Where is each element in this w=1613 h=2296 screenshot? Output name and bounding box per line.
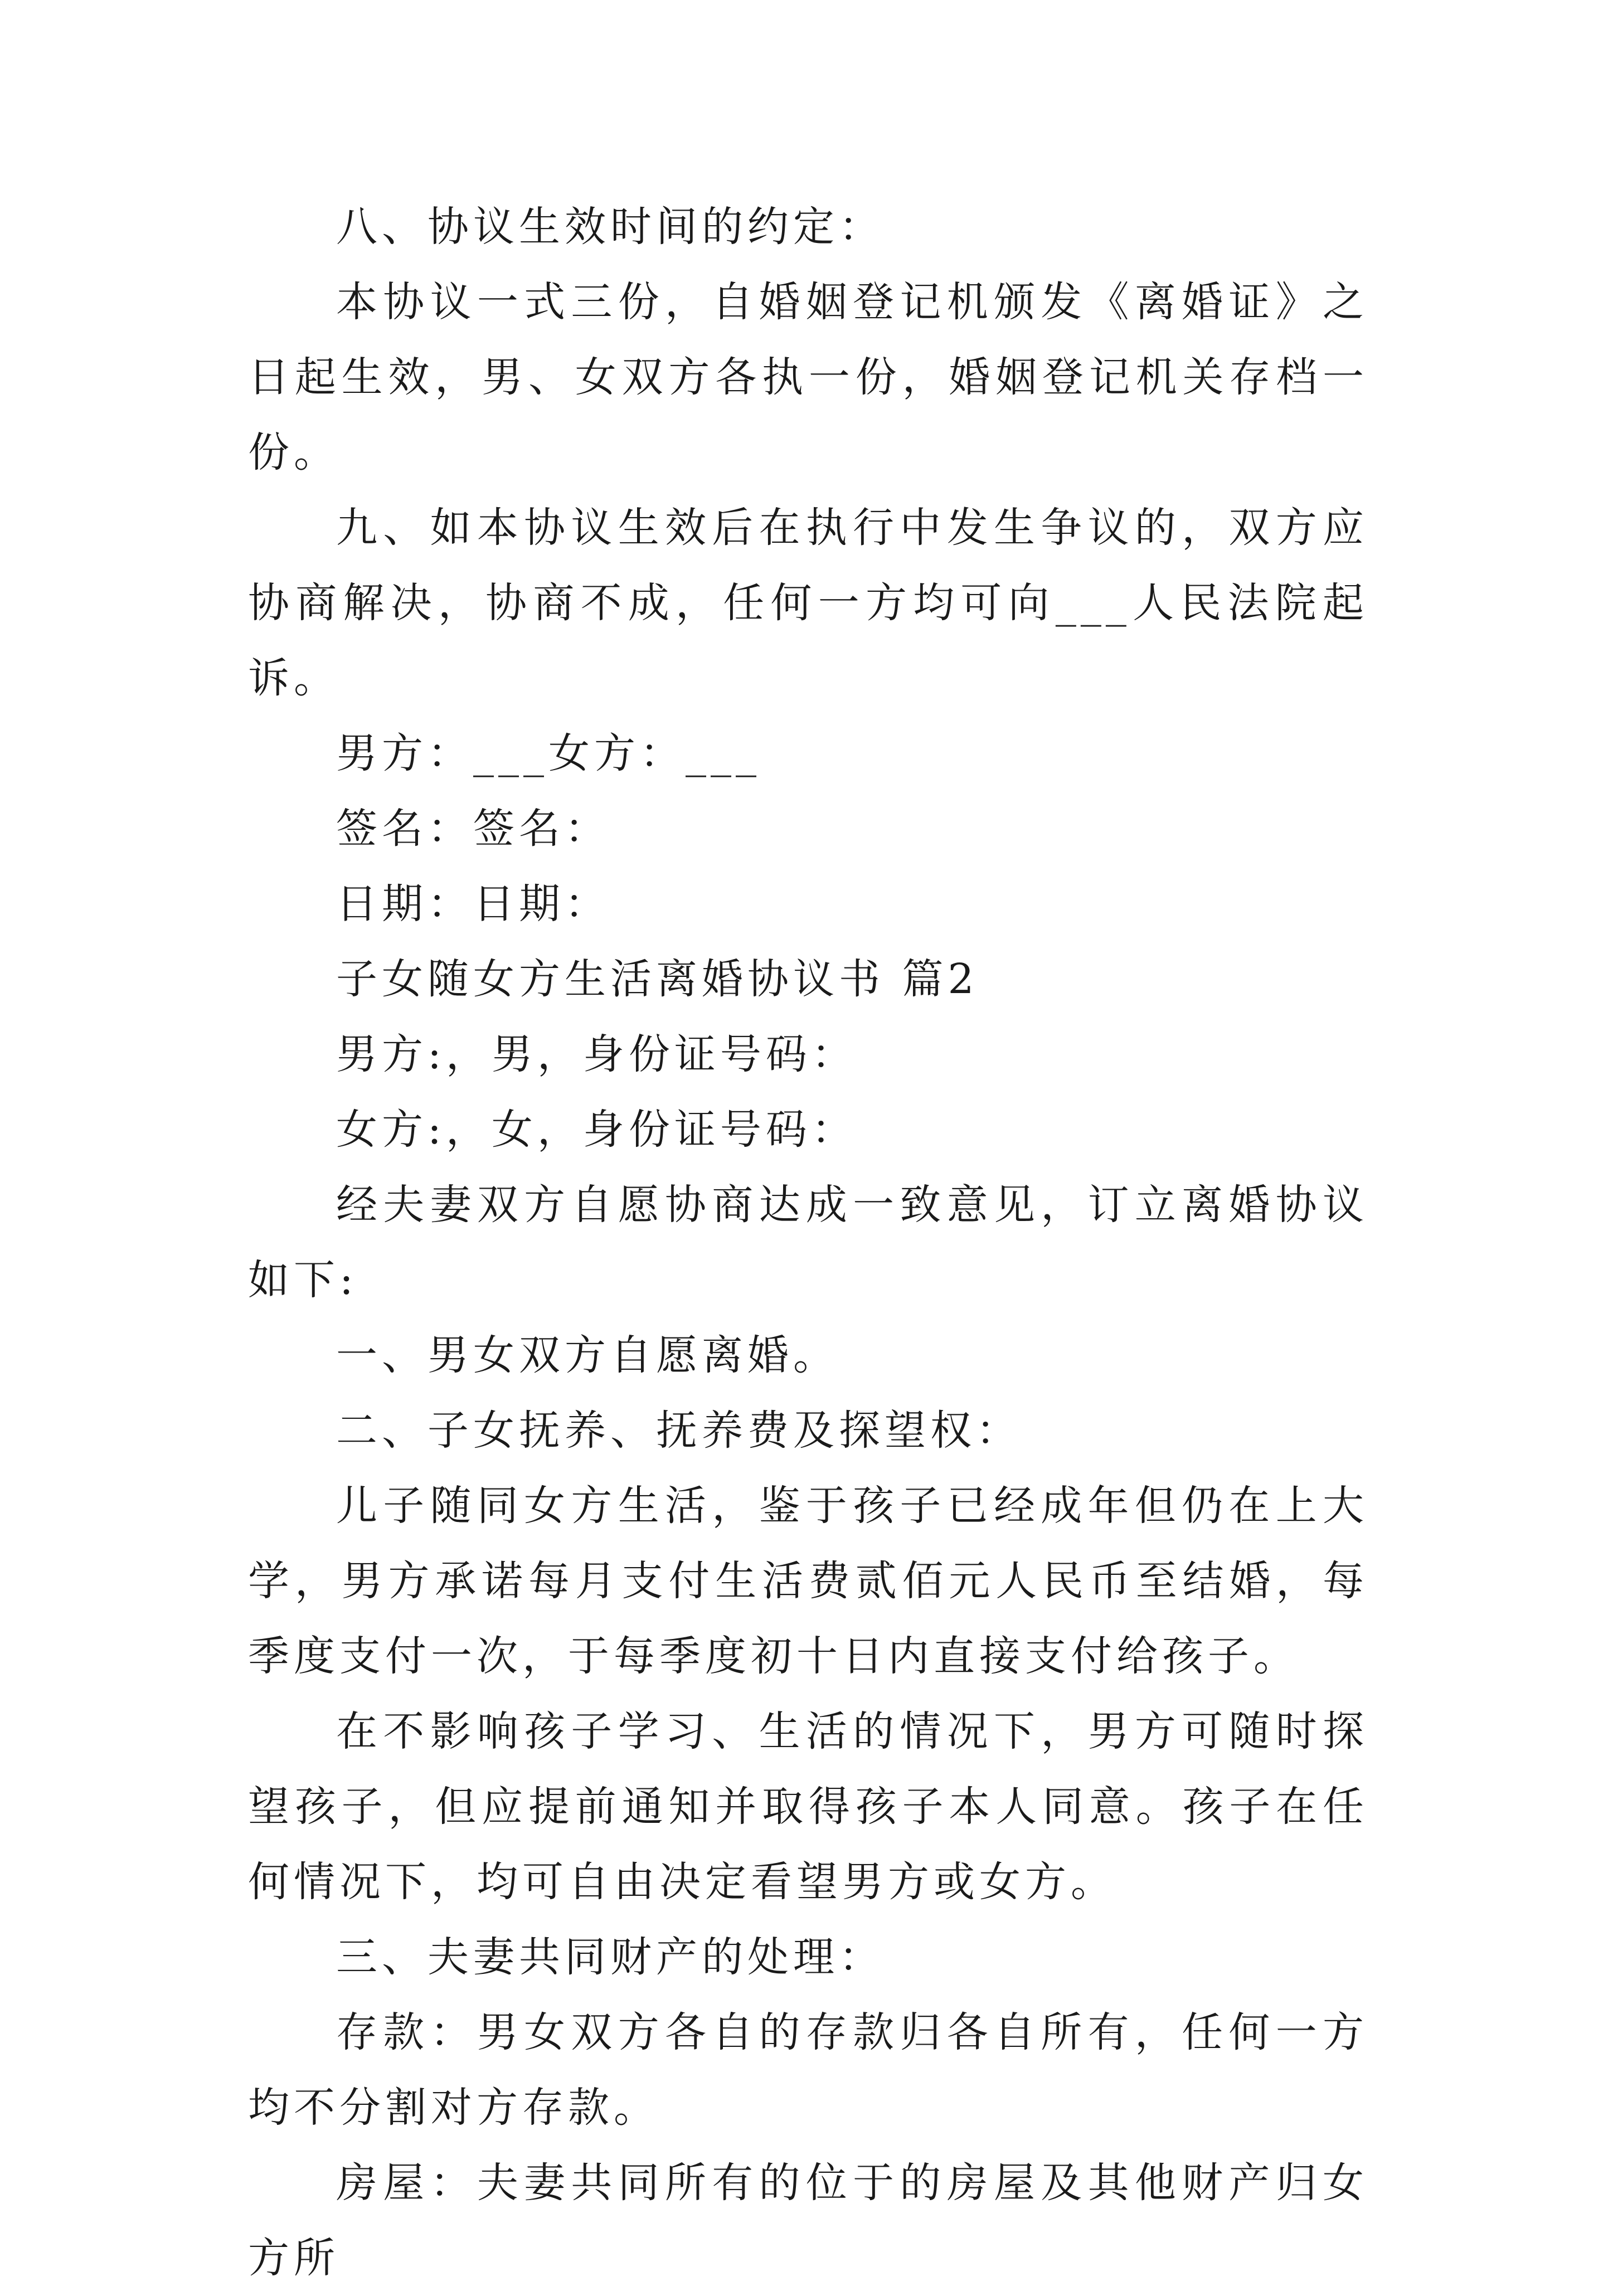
paragraph-housing: 房屋：夫妻共同所有的位于的房屋及其他财产归女方所 [248, 2159, 1368, 2282]
paragraph-date-line: 日期：日期： [336, 880, 610, 928]
paragraph-signature-line: 签名：签名： [336, 805, 610, 853]
paragraph-husband-info: 男方:，男，身份证号码： [336, 1030, 857, 1078]
paragraph-agreement-intro: 经夫妻双方自愿协商达成一致意见，订立离婚协议如下: [248, 1181, 1368, 1304]
section-title: 子女随女方生活离婚协议书 篇2 [336, 955, 979, 1003]
paragraph-wife-info: 女方:，女，身份证号码： [336, 1106, 857, 1154]
paragraph-effective-time-heading: 八、协议生效时间的约定： [336, 203, 885, 251]
document-body [248, 189, 1368, 2296]
paragraph-visitation: 在不影响孩子学习、生活的情况下，男方可随时探望孩子，但应提前通知并取得孩子本人同意。孩子在任何情况下，均可自由决定看望男方或女方。 [248, 1708, 1368, 1906]
paragraph-dispute-clause: 九、如本协议生效后在执行中发生争议的，双方应协商解决，协商不成，任何一方均可向___人民法院起诉。 [248, 504, 1368, 702]
paragraph-savings: 存款：男女双方各自的存款归各自所有，任何一方均不分割对方存款。 [248, 2008, 1368, 2132]
paragraph-clause-two-heading: 二、子女抚养、抚养费及探望权： [336, 1407, 1022, 1455]
paragraph-copies-clause: 本协议一式三份，自婚姻登记机颁发《离婚证》之日起生效，男、女双方各执一份，婚姻登记机关存档一份。 [248, 278, 1368, 476]
paragraph-parties-line: 男方：___女方：___ [336, 729, 761, 777]
paragraph-clause-three-heading: 三、夫妻共同财产的处理： [336, 1933, 885, 1981]
paragraph-clause-one: 一、男女双方自愿离婚。 [336, 1331, 839, 1379]
paragraph-child-support: 儿子随同女方生活，鉴于孩子已经成年但仍在上大学，男方承诺每月支付生活费贰佰元人民币至结婚，每季度支付一次，于每季度初十日内直接支付给孩子。 [248, 1482, 1368, 1680]
